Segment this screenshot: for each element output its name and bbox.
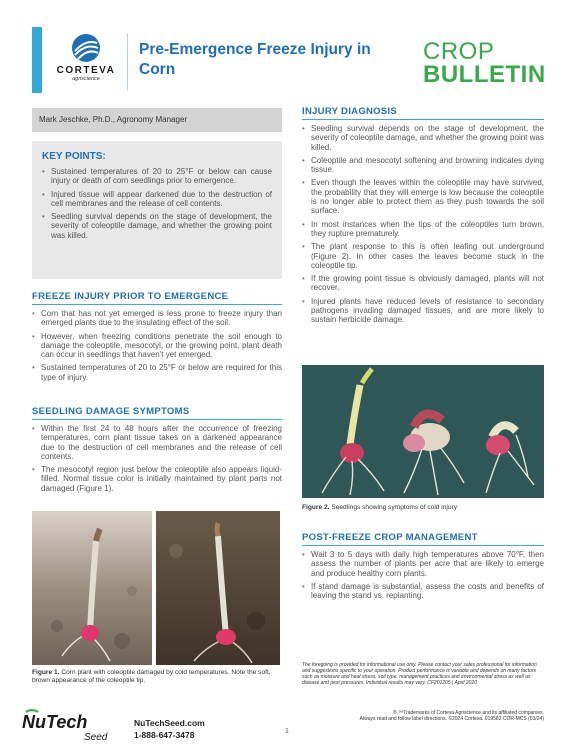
figure1-photo-left	[32, 511, 152, 665]
list-item: • Seedling survival depends on the stage of development, the severity of coleoptile damage, and whether the growing point was killed.	[42, 212, 272, 240]
bulletin-label: BULLETIN	[423, 61, 546, 88]
list-item: • If the growing point tissue is obviously damaged, plants will not recover.	[302, 274, 544, 293]
post-freeze-list	[302, 550, 544, 600]
footer-legal-line: Always read and follow label directions. ©2024 Corteva. 019582 COR-MCS (03/24)	[359, 716, 544, 723]
footer-phone: 1-888-647-3478	[134, 730, 195, 740]
figure2-photo	[302, 365, 544, 498]
footer-legal	[330, 710, 544, 723]
figure1-caption	[32, 669, 282, 686]
key-points-title: KEY POINTS:	[42, 151, 106, 162]
nutech-logo-sub: Seed	[84, 732, 108, 742]
figure1-label: Figure 1.	[32, 669, 60, 676]
figure2-label: Figure 2.	[302, 504, 330, 511]
list-item: • Sustained temperatures of 20 to 25°F or below are required for this type of injury.	[32, 363, 282, 382]
figure2-text: Seedlings showing symptoms of cold injury	[331, 504, 458, 511]
nutech-seed-logo	[20, 708, 120, 742]
section-heading: INJURY DIAGNOSIS	[302, 106, 544, 120]
list-item: • Injured tissue will appear darkened due to the destruction of cell membranes and the release of cell contents.	[42, 190, 272, 209]
freeze-injury-section	[32, 291, 282, 386]
corteva-logo-sub: agriscience	[72, 76, 100, 82]
corteva-logo-mark-icon	[71, 33, 101, 63]
freeze-injury-list	[32, 309, 282, 382]
author-bar: Mark Jeschke, Ph.D., Agronomy Manager	[32, 108, 282, 132]
footer-website: NuTechSeed.com	[134, 718, 205, 728]
list-item: • Within the first 24 to 48 hours after the occurrence of freezing temperatures, corn plant tissue takes on a darkened appearance due to the destruction of cell membranes and the release of cell contents.	[32, 424, 282, 461]
list-item: • In most instances when the tips of the coleoptiles turn brown, they rupture prematurely.	[302, 220, 544, 239]
list-item: • Wait 3 to 5 days with daily high temperatures above 70°F, then assess the number of plants per acre that are likely to emerge and produce healthy corn plants.	[302, 550, 544, 578]
nutech-logo-main: NuTech	[22, 712, 88, 732]
page-title: Pre-Emergence Freeze Injury in Corn	[139, 41, 371, 78]
page-number: 1	[285, 728, 289, 735]
diagnosis-list	[302, 124, 544, 325]
header-divider	[127, 33, 128, 91]
key-points-box	[32, 141, 282, 279]
seedling-damage-list	[32, 424, 282, 493]
list-item: • The plant response to this is often leafing out underground (Figure 2). In other cases the leaves become stuck in the coleoptile tip.	[302, 242, 544, 270]
list-item: • Coleoptile and mesocotyl softening and browning indicates dying tissue.	[302, 156, 544, 175]
section-heading: FREEZE INJURY PRIOR TO EMERGENCE	[32, 291, 282, 305]
list-item: • Sustained temperatures of 20 to 25°F or below can cause injury or death of corn seedlings prior to emergence.	[42, 167, 272, 186]
header-accent-bar	[32, 27, 42, 93]
figure2-caption	[302, 504, 544, 512]
list-item: • Even though the leaves within the coleoptile may have survived, the probability that they will emerge is low because the coleoptile is no longer able to protect them as they push towards the soil surface.	[302, 178, 544, 215]
list-item: • Injured plants have reduced levels of resistance to secondary pathogens invading damaged tissues, and are more likely to sustain herbicide damage.	[302, 297, 544, 325]
figure1-text: Corn plant with coleoptile damaged by cold temperatures. Note the soft, brown appearance of the coleoptile tip.	[32, 669, 271, 685]
crop-label: CROP	[423, 38, 495, 65]
figure1-photo-right	[156, 511, 280, 665]
disclaimer-text: The foregoing is provided for informational use only. Please contact your sales professional for information and suggestions specific to your operation. Product performance is variable and depends on many factors such as moisture and heat stress, soil type, management practices and environmental stress as well as disease and pest pressures. Individual results may vary. CF201205 | April 2020	[302, 662, 537, 687]
corteva-logo-word: CORTEVA	[56, 65, 116, 76]
section-heading: POST-FREEZE CROP MANAGEMENT	[302, 532, 544, 546]
list-item: • Seedling survival depends on the stage of development, the severity of coleoptile damage, and whether the growing point was killed.	[302, 124, 544, 152]
post-freeze-section	[302, 532, 544, 604]
list-item: • If stand damage is substantial, assess the costs and benefits of leaving the stand vs. replanting.	[302, 582, 544, 601]
list-item: • The mesocotyl region just below the coleoptile also appears liquid-filled. Normal tissue color is initially maintained by plant parts not damaged (Figure 1).	[32, 465, 282, 493]
key-points-list	[42, 167, 272, 240]
list-item: • Corn that has not yet emerged is less prone to freeze injury than emerged plants due to the insulating effect of the soil.	[32, 309, 282, 328]
section-heading: SEEDLING DAMAGE SYMPTOMS	[32, 406, 282, 420]
footer-legal-line: ®,™Trademarks of Corteva Agriscience and its affiliated companies.	[393, 710, 544, 716]
injury-diagnosis-section	[302, 106, 544, 329]
corteva-logo	[55, 33, 117, 82]
seedling-damage-section	[32, 406, 282, 497]
list-item: • However, when freezing conditions penetrate the soil enough to damage the coleoptile, mesocotyl, or the growing point, plant death can occur in seedlings that haven't yet emerged.	[32, 332, 282, 360]
